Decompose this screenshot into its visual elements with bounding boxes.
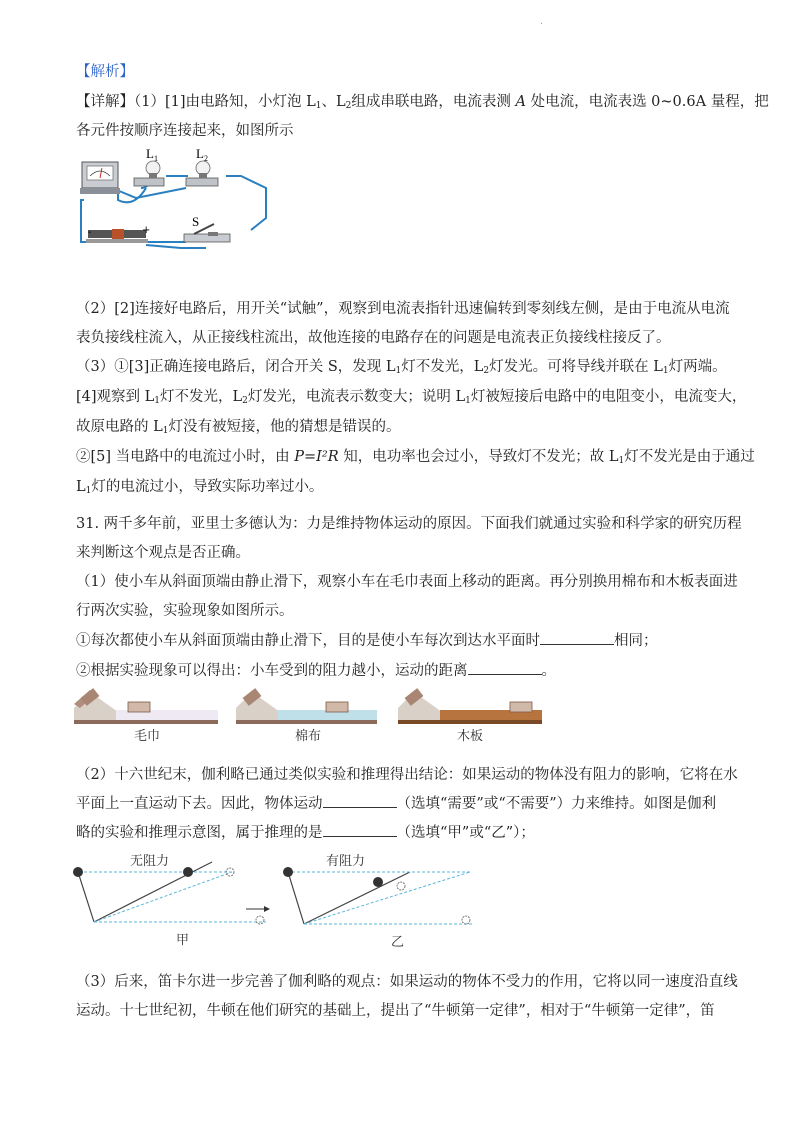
answer-blank-4 (323, 824, 397, 837)
label-s: S (192, 214, 200, 229)
q31-q2: ②根据实验现象可以得出：小车受到的阻力越小，运动的距离 。 (76, 663, 556, 679)
label-jia: 甲 (176, 933, 190, 948)
label-cotton: 棉布 (295, 729, 322, 744)
label-wood: 木板 (457, 729, 484, 744)
detail-line-1: 【详解】（1）[1]由电路知，小灯泡 $L_1$、$L_2$组成串联电路，电流表测 A 处电流，电流表选 0~0.6A 量程，把 (76, 94, 769, 111)
q31-part3-line-2: 运动。十七世纪初，牛顿在他们研究的基础上，提出了“牛顿第一定律”，相对于“牛顿第一定律”，笛 (76, 1003, 715, 1019)
p2-line-2: 表负接线柱流入，从正接线柱流出，故他连接的电路存在的问题是电流表正负接线柱接反了。 (76, 330, 671, 346)
label-l2: $L_2$ (196, 148, 208, 163)
header-dot: . (540, 17, 543, 27)
q31-line-2: 来判断这个观点是否正确。 (76, 545, 250, 561)
label-plus: + (142, 225, 151, 236)
surface-wood (398, 688, 542, 724)
q31-q1: ①每次都使小车从斜面顶端由静止滑下，目的是使小车每次到达水平面时 相同； (76, 633, 658, 649)
analysis-tag: 【解析】 (76, 64, 134, 80)
label-no-friction: 无阻力 (130, 854, 170, 869)
p3-line-3: 故原电路的 $L_1$灯没有被短接，他的猜想是错误的。 (76, 419, 401, 436)
label-towel: 毛巾 (134, 729, 161, 744)
q31-part2-line-3: 略的实验和推理示意图，属于推理的是 （选填“甲”或“乙”）； (76, 825, 535, 841)
diagram-yi (283, 867, 474, 924)
detail-line-2: 各元件按顺序连接起来，如图所示 (76, 123, 294, 139)
q31-part2-line-1: （2）十六世纪末，伽利略已通过类似实验和推理得出结论：如果运动的物体没有阻力的影响，它将在水 (76, 767, 738, 783)
surface-cotton (236, 688, 377, 724)
q31-part2-line-2: 平面上一直运动下去。因此，物体运动 （选填“需要”或“不需要”）力来维持。如图是伽利 (76, 796, 717, 812)
p3-line-1: （3）①[3]正确连接电路后，闭合开关 S，发现 $L_1$灯不发光，$L_2$灯发光。可将导线并联在 $L_1$灯两端。 (76, 359, 727, 376)
circuit-diagram (76, 148, 276, 252)
q31-part1-line-2: 行两次实验，实验现象如图所示。 (76, 603, 294, 619)
q31-part3-line-1: （3）后来，笛卡尔进一步完善了伽利略的观点：如果运动的物体不受力的作用，它将以同一速度沿直线 (76, 974, 738, 990)
surface-towel (74, 688, 218, 724)
label-minus: - (88, 227, 92, 238)
p3-line-5: $L_1$灯的电流过小，导致实际功率过小。 (76, 479, 324, 496)
p3-line-4: ②[5] 当电路中的电流过小时，由 P=I²R 知，电功率也会过小，导致灯不发光；故 $L_1$灯不发光是由于通过 (76, 449, 755, 466)
diagram-jia (73, 862, 266, 924)
q31-part1-line-1: （1）使小车从斜面顶端由静止滑下，观察小车在毛巾表面上移动的距离。再分别换用棉布和木板表面进 (76, 574, 738, 590)
answer-blank-3 (323, 795, 397, 808)
q31-line-1: 31. 两千多年前，亚里士多德认为：力是维持物体运动的原因。下面我们就通过实验和科学家的研究历程 (76, 516, 742, 532)
answer-blank-2 (468, 662, 542, 675)
answer-blank-1 (540, 632, 614, 645)
label-l1: $L_1$ (146, 148, 158, 163)
label-friction: 有阻力 (326, 854, 366, 869)
p2-line-1: （2）[2]连接好电路后，用开关“试触”，观察到电流表指针迅速偏转到零刻线左侧，是由于电流从电流 (76, 301, 730, 317)
label-yi: 乙 (391, 935, 405, 950)
p3-line-2: [4]观察到 $L_1$灯不发光，$L_2$灯发光，电流表示数变大；说明 $L_1$灯被短接后电路中的电阻变小，电流变大， (76, 389, 747, 406)
